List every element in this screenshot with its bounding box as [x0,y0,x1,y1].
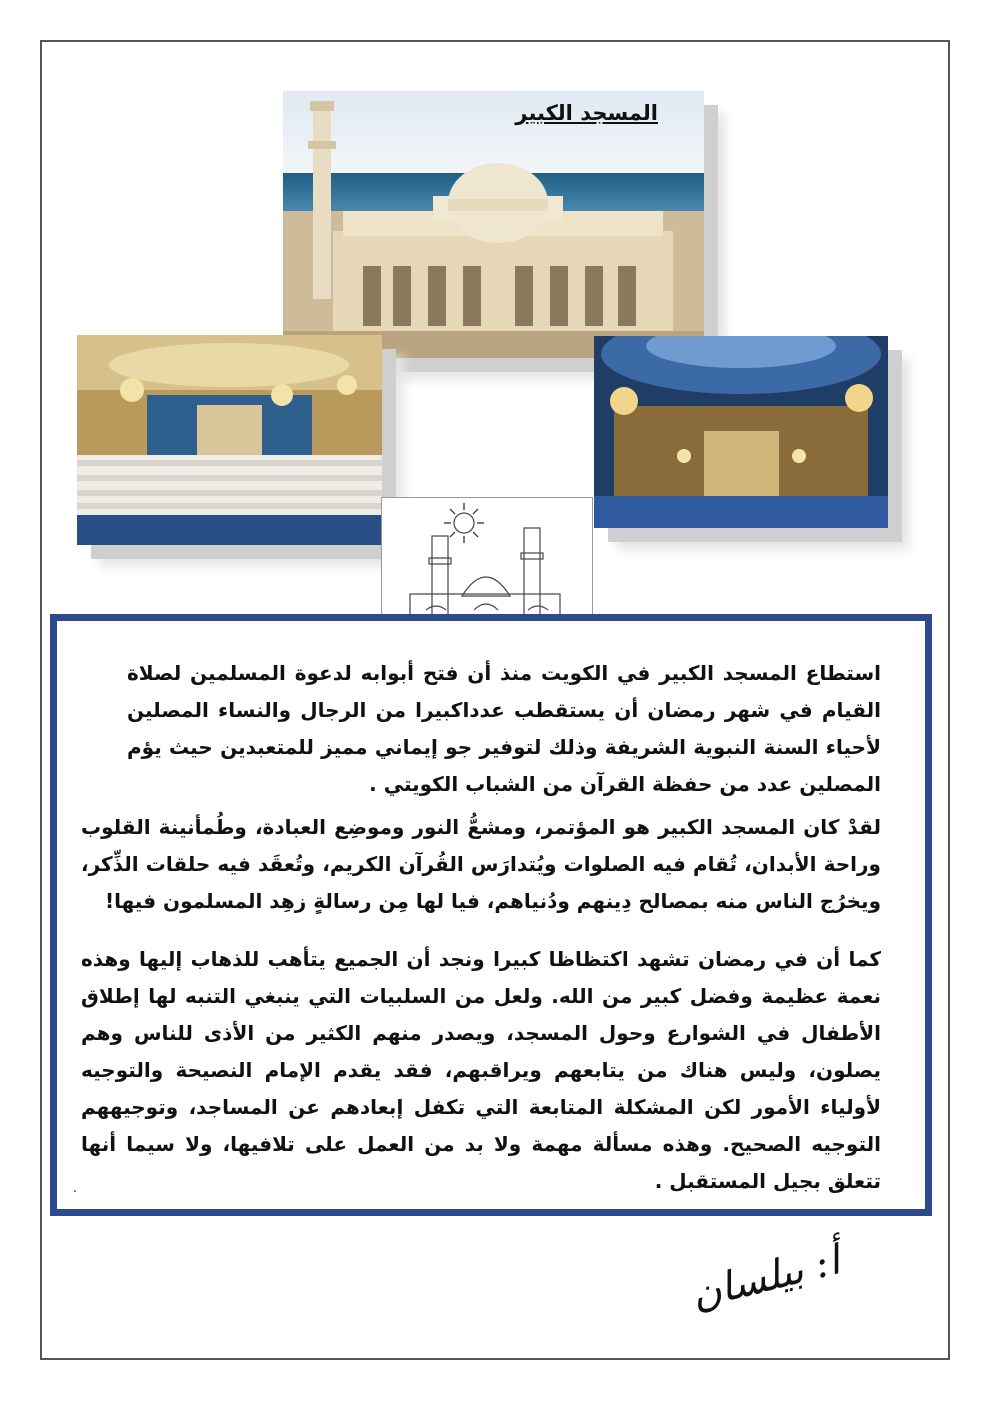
mosque-exterior-photo [283,91,704,358]
author-signature: أ: بيلسان [686,1237,845,1319]
mosque-prayer-hall-photo [77,335,382,545]
stray-dot: . [73,1181,77,1195]
article-paragraph-1: استطاع المسجد الكبير في الكويت منذ أن فتح أبوابه لدعوة المسلمين لصلاة القيام في شهر رمضان أن يستقطب عدداكبيرا من الرجال والنساء المصلين لأحياء السنة النبوية الشريفة وذلك لتوفير جو إيماني مميز للمتعبدين حيث يؤم المصلين عدد من حفظة القرآن من الشباب الكويتي . [127,661,881,796]
article-paragraph-3: كما أن في رمضان تشهد اكتظاظا كبيرا ونجد أن الجميع يتأهب للذهاب إليها وهذه نعمة عظيمة وفضل كبير من الله. ولعل من السلبيات التي ينبغي التنبه لها إطلاق الأطفال في الشوارع وحول المسجد، ويصدر منهم الكثير من الأذى للناس وهم يصلون، وليس هناك من يتابعهم ويراقبهم، فقد يقدم الإمام النصيحة والتوجيه لأولياء الأمور لكن المشكلة المتابعة التي تكفل إبعادهم عن المساجد، وتوجيههم التوجيه الصحيح. وهذه مسألة مهمة ولا بد من العمل على تلافيها، ولا سيما أنها تتعلق بجيل المستقبل . [81,947,881,1193]
article-box [50,614,932,1216]
article-paragraph-2: لقدْ كان المسجد الكبير هو المؤتمر، ومشعُّ النور وموضِع العبادة، وطُمأنينة القلوب وراحة الأبدان، تُقام فيه الصلوات ويُتدارَس القُرآن الكريم، وتُعقَد فيه حلقات الذِّكر، ويخرُج الناس منه بمصالح دِينهم ودُنياهم، فيا لها مِن رسالةٍ زهِد المسلمون فيها! [81,815,881,913]
mosque-dome-interior-photo [594,336,888,528]
photo-title: المسجد الكبير [515,101,658,125]
